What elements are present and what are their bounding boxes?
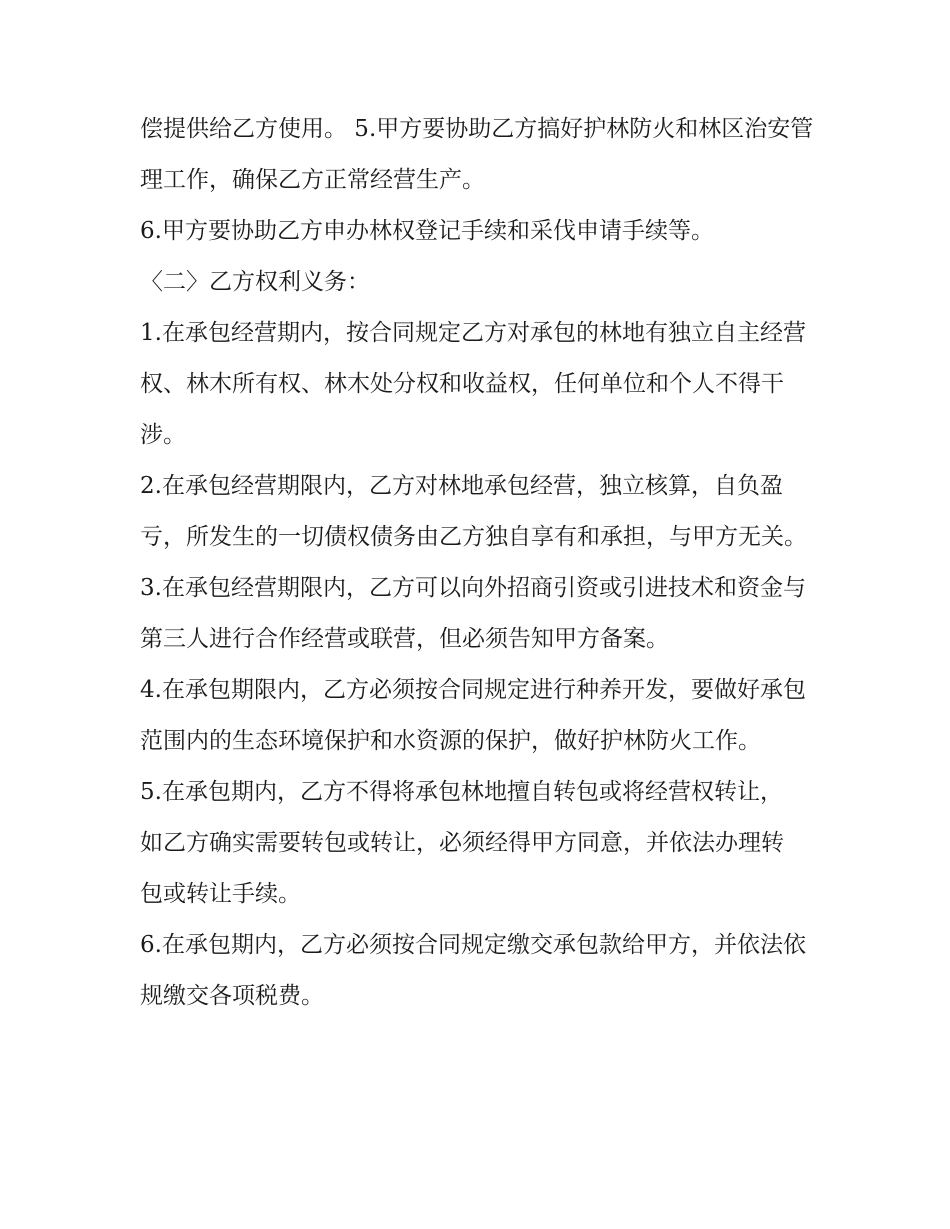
paragraph-party-b-item-4: 4.在承包期限内，乙方必须按合同规定进行种养开发，要做好承包范围内的生态环境保护和水资源的保护，做好护林防火工作。 [140,677,806,754]
paragraph-party-b-item-2: 2.在承包经营期限内，乙方对林地承包经营，独立核算，自负盈亏，所发生的一切债权债务由乙方独自享有和承担，与甲方无关。 [140,473,807,550]
paragraph-party-b-item-3: 3.在承包经营期限内，乙方可以向外招商引资或引进技术和资金与第三人进行合作经营或联营，但必须告知甲方备案。 [140,575,806,652]
paragraph-party-b-item-1: 1.在承包经营期内，按合同规定乙方对承包的林地有独立自主经营权、林木所有权、林木处分权和收益权，任何单位和个人不得干涉。 [140,320,806,448]
paragraph-party-b-item-6: 6.在承包期内，乙方必须按合同规定缴交承包款给甲方，并依法依规缴交各项税费。 [140,932,806,1009]
paragraph-party-a-duty-5: 偿提供给乙方使用。 5.甲方要协助乙方搞好护林防火和林区治安管理工作，确保乙方正常经营生产。 [140,116,814,193]
document-page [140,104,820,1022]
paragraph-party-b-item-5: 5.在承包期内，乙方不得将承包林地擅自转包或将经营权转让，如乙方确实需要转包或转让，必须经得甲方同意，并依法办理转包或转让手续。 [140,779,784,907]
section-heading-party-b-rights: 〈二〉乙方权利义务： [140,269,370,295]
paragraph-party-a-duty-6: 6.甲方要协助乙方申办林权登记手续和采伐申请手续等。 [140,218,714,244]
